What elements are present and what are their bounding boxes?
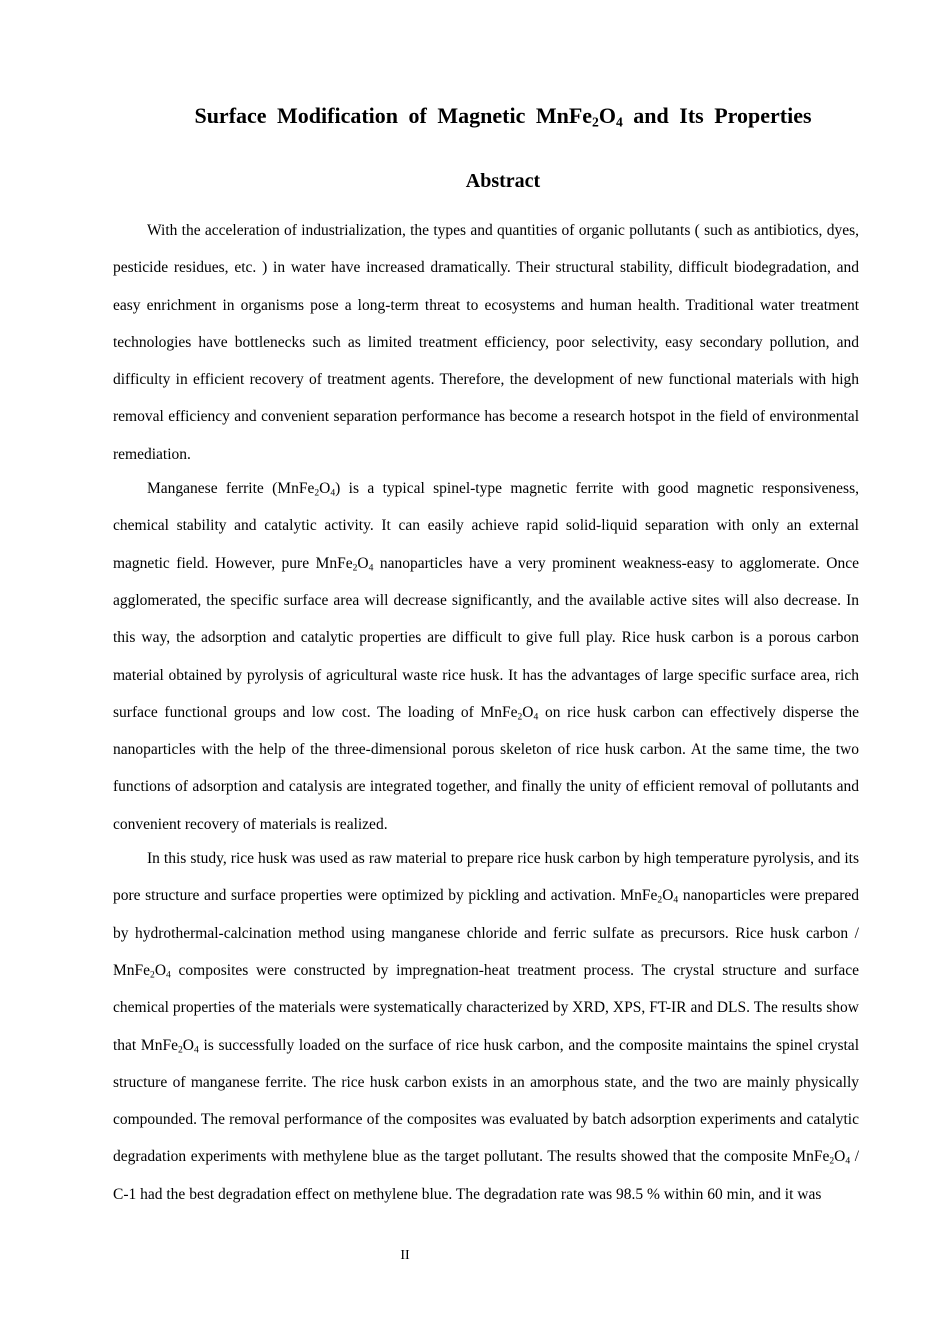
formula-subscript: 2 [177,1043,183,1055]
abstract-paragraph-3 [113,840,859,1213]
title-subscript: 4 [615,114,623,130]
formula-oxygen: O [154,961,167,979]
title-text-prefix: Surface Modification of Magnetic MnFe [194,103,593,128]
paragraph-text: / C-1 had the best degradation effect on methylene blue. The degradation rate was 98.5 % within 60 min, and it was [113,1148,859,1203]
formula-oxygen: O [522,703,534,721]
paragraph-text: nanoparticles were prepared by hydrothermal-calcination method using manganese chloride and ferric sulfate as precursors. Rice husk carbon / MnFe [113,887,859,979]
paragraph-text: Manganese ferrite (MnFe [147,480,315,498]
paragraph-text: composites were constructed by impregnation-heat treatment process. The crystal structure and surface chemical properties of the materials were systematically characterized by XRD, XPS, FT-IR and DLS. The results show that MnFe [113,961,859,1054]
formula-oxygen: O [357,554,369,572]
abstract-paragraph-1: With the acceleration of industrialization, the types and quantities of organic pollutants ( such as antibiotics, dyes, pesticide residues, etc. ) in water have increased dramatically. Their structural stability, difficult biodegradation, and easy enrichment in organisms pose a long-term threat to ecosystems and human health. Traditional water treatment technologies have bottlenecks such as limited treatment efficiency, poor selectivity, easy secondary pollution, and difficulty in efficient recovery of treatment agents. Therefore, the development of new functional materials with high removal efficiency and convenient separation performance has become a research hotspot in the field of environmental remediation. [113,222,859,463]
formula-subscript: 2 [829,1155,835,1167]
formula-oxygen: O [662,887,674,905]
formula-subscript: 2 [352,562,358,574]
formula-oxygen: O [834,1148,846,1166]
formula-subscript: 2 [657,894,663,906]
formula-subscript: 4 [673,894,679,906]
title-text-suffix: and Its Properties [622,103,812,128]
formula-subscript: 2 [517,711,523,723]
formula-subscript: 4 [845,1155,851,1167]
paragraph-text: ) is a typical spinel-type magnetic ferrite with good magnetic responsiveness, chemical stability and catalytic activity. It can easily achieve rapid solid-liquid separation with only an external magnetic field. However, pure MnFe [113,480,859,572]
formula-oxygen: O [182,1036,194,1054]
paper-title [113,101,893,131]
abstract-body [113,212,859,1213]
formula-subscript: 4 [368,562,374,574]
page-number: II [400,1248,410,1263]
paragraph-text: In this study, rice husk was used as raw material to prepare rice husk carbon by high temperature pyrolysis, and its pore structure and surface properties were optimized by pickling and activation. MnFe [113,850,859,905]
abstract-heading: Abstract [465,170,541,192]
title-subscript: 2 [592,114,599,130]
formula-subscript: 2 [314,487,320,499]
formula-subscript: 4 [533,711,539,723]
formula-oxygen: O [319,480,331,498]
formula-subscript: 4 [166,969,171,981]
paragraph-text: nanoparticles have a very prominent weakness-easy to agglomerate. Once agglomerated, the specific surface area will decrease significantly, and the available active sites will also decrease. In this way, the adsorption and catalytic properties are difficult to give full play. Rice husk carbon is a porous carbon material obtained by pyrolysis of agricultural waste rice husk. It has the advantages of large specific surface area, rich surface functional groups and low cost. The loading of MnFe [113,554,859,721]
abstract-paragraph-2 [113,470,859,843]
paragraph-text: on rice husk carbon can effectively disperse the nanoparticles with the help of the three-dimensional porous skeleton of rice husk carbon. At the same time, the two functions of adsorption and catalysis are integrated together, and finally the unity of efficient removal of pollutants and convenient recovery of materials is realized. [113,703,859,833]
title-text-mid: O [598,103,616,128]
formula-subscript: 2 [150,969,155,981]
formula-subscript: 4 [330,487,336,499]
formula-subscript: 4 [193,1043,199,1055]
paragraph-text: is successfully loaded on the surface of rice husk carbon, and the composite maintains the spinel crystal structure of manganese ferrite. The rice husk carbon exists in an amorphous state, and the two are mainly physically compounded. The removal performance of the composites was evaluated by batch adsorption experiments and catalytic degradation experiments with methylene blue as the target pollutant. The results showed that the composite MnFe [113,1036,859,1166]
